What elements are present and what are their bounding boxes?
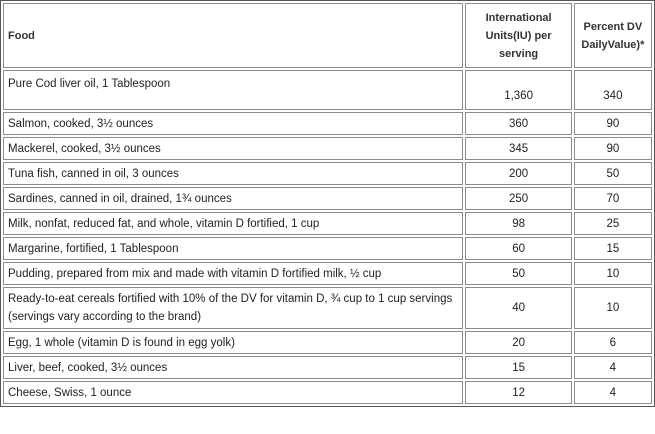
iu-column-header: International Units(IU) per serving bbox=[465, 3, 571, 68]
iu-cell: 20 bbox=[465, 331, 571, 354]
iu-cell: 250 bbox=[465, 187, 571, 210]
food-cell: Pure Cod liver oil, 1 Tablespoon bbox=[3, 70, 463, 110]
dv-cell: 50 bbox=[574, 162, 652, 185]
dv-cell: 4 bbox=[574, 356, 652, 379]
iu-cell: 360 bbox=[465, 112, 571, 135]
iu-cell: 15 bbox=[465, 356, 571, 379]
dv-cell: 15 bbox=[574, 237, 652, 260]
table-row bbox=[3, 137, 652, 160]
dv-cell: 340 bbox=[574, 70, 652, 110]
table-row bbox=[3, 70, 652, 110]
table-row bbox=[3, 287, 652, 329]
table-row bbox=[3, 187, 652, 210]
food-column-header: Food bbox=[3, 3, 463, 68]
food-cell: Pudding, prepared from mix and made with vitamin D fortified milk, ½ cup bbox=[3, 262, 463, 285]
dv-cell: 90 bbox=[574, 137, 652, 160]
food-cell: Ready-to-eat cereals fortified with 10% of the DV for vitamin D, ¾ cup to 1 cup servings (servings vary according to the brand) bbox=[3, 287, 463, 329]
food-cell: Cheese, Swiss, 1 ounce bbox=[3, 381, 463, 404]
food-cell: Tuna fish, canned in oil, 3 ounces bbox=[3, 162, 463, 185]
dv-cell: 25 bbox=[574, 212, 652, 235]
food-cell: Liver, beef, cooked, 3½ ounces bbox=[3, 356, 463, 379]
table-row bbox=[3, 162, 652, 185]
dv-cell: 6 bbox=[574, 331, 652, 354]
header-row bbox=[3, 3, 652, 68]
dv-cell: 90 bbox=[574, 112, 652, 135]
iu-cell: 12 bbox=[465, 381, 571, 404]
food-cell: Mackerel, cooked, 3½ ounces bbox=[3, 137, 463, 160]
food-cell: Sardines, canned in oil, drained, 1¾ ounces bbox=[3, 187, 463, 210]
table-row bbox=[3, 212, 652, 235]
table-row bbox=[3, 112, 652, 135]
food-cell: Milk, nonfat, reduced fat, and whole, vitamin D fortified, 1 cup bbox=[3, 212, 463, 235]
dv-cell: 4 bbox=[574, 381, 652, 404]
dv-column-header: Percent DV DailyValue)* bbox=[574, 3, 652, 68]
food-cell: Egg, 1 whole (vitamin D is found in egg yolk) bbox=[3, 331, 463, 354]
table-row bbox=[3, 381, 652, 404]
table-row bbox=[3, 262, 652, 285]
table-row bbox=[3, 237, 652, 260]
iu-cell: 40 bbox=[465, 287, 571, 329]
dv-cell: 10 bbox=[574, 262, 652, 285]
dv-cell: 10 bbox=[574, 287, 652, 329]
table-row bbox=[3, 331, 652, 354]
dv-cell: 70 bbox=[574, 187, 652, 210]
iu-cell: 50 bbox=[465, 262, 571, 285]
food-cell: Salmon, cooked, 3½ ounces bbox=[3, 112, 463, 135]
iu-cell: 60 bbox=[465, 237, 571, 260]
iu-cell: 98 bbox=[465, 212, 571, 235]
iu-cell: 1,360 bbox=[465, 70, 571, 110]
table-row bbox=[3, 356, 652, 379]
food-cell: Margarine, fortified, 1 Tablespoon bbox=[3, 237, 463, 260]
iu-cell: 345 bbox=[465, 137, 571, 160]
iu-cell: 200 bbox=[465, 162, 571, 185]
